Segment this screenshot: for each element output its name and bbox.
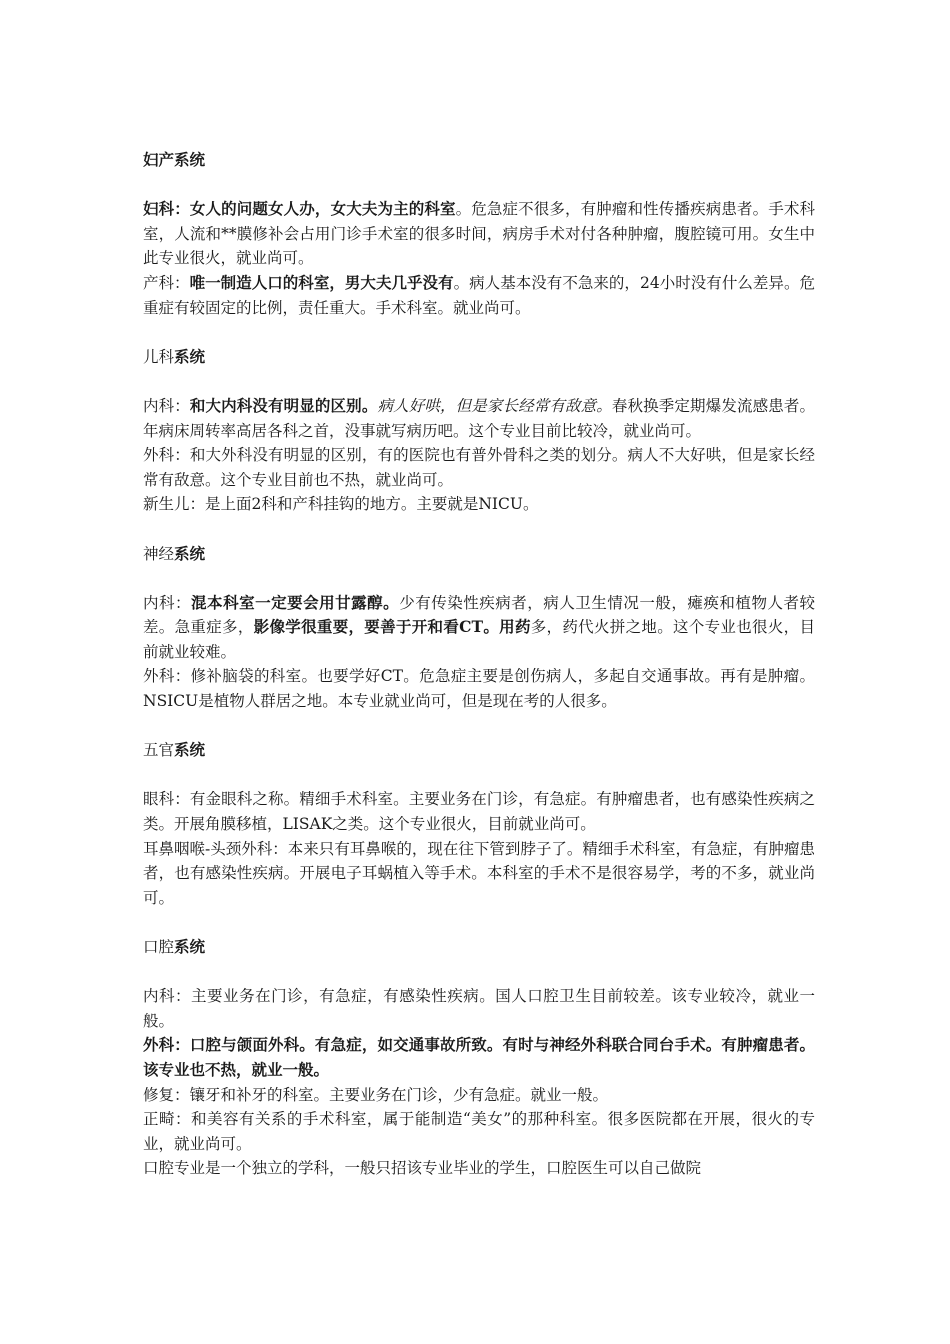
section-heading-wuguan: 五官系统 [143, 740, 206, 760]
paragraph-oral-internal: 内科：主要业务在门诊，有急症，有感染性疾病。国人口腔卫生目前较差。该专业较冷，就业一般。 [143, 987, 815, 1030]
paragraph-obstetrics: 产科：唯一制造人口的科室，男大夫几乎没有。病人基本没有不急来的，24小时没有什么差异。危重症有较固定的比例，责任重大。手术科室。就业尚可。 [143, 272, 815, 317]
paragraph-ent: 耳鼻咽喉-头颈外科：本来只有耳鼻喉的，现在往下管到脖子了。精细手术科室，有急症，有肿瘤患者，也有感染性疾病。开展电子耳蜗植入等手术。本科室的手术不是很容易学，考的不多，就业尚可。 [143, 839, 815, 907]
paragraph-oral-surgery: 外科：口腔与颌面外科。有急症，如交通事故所致。有时与神经外科联合同台手术。有肿瘤患者。该专业也不热，就业一般。 [143, 1035, 815, 1079]
paragraph-neonatal: 新生儿：是上面2科和产科挂钩的地方。主要就是NICU。 [143, 495, 539, 514]
section-heading-fuchan: 妇产系统 [143, 150, 206, 169]
paragraph-gynecology: 妇科：女人的问题女人办，女大夫为主的科室。危急症不很多，有肿瘤和性传播疾病患者。手术科室，人流和**膜修补会占用门诊手术室的很多时间，病房手术对付各种肿瘤，腹腔镜可用。女生中此专业很火，就业尚可。 [143, 199, 815, 268]
paragraph-prosthodontics: 修复：镶牙和补牙的科室。主要业务在门诊，少有急症。就业一般。 [143, 1085, 609, 1104]
paragraph-ophthalmology: 眼科：有金眼科之称。精细手术科室。主要业务在门诊，有急症。有肿瘤患者，也有感染性疾病之类。开展角膜移植，LISAK之类。这个专业很火，目前就业尚可。 [143, 790, 815, 834]
paragraph-neuro-internal: 内科：混本科室一定要会用甘露醇。少有传染性疾病者，病人卫生情况一般，瘫痪和植物人者较差。急重症多，影像学很重要，要善于开和看CT。用药多，药代火拼之地。这个专业也很火，目前就业较难。 [143, 592, 815, 661]
paragraph-orthodontics: 正畸：和美容有关系的手术科室，属于能制造“美女”的那种科室。很多医院都在开展，很火的专业，就业尚可。 [143, 1110, 815, 1153]
paragraph-pediatric-surgery: 外科：和大外科没有明显的区别，有的医院也有普外骨科之类的划分。病人不大好哄，但是家长经常有敌意。这个专业目前也不热，就业尚可。 [143, 446, 815, 489]
document-body [143, 148, 815, 1181]
paragraph-oral-note: 口腔专业是一个独立的学科，一般只招该专业毕业的学生，口腔医生可以自己做院 [143, 1159, 702, 1178]
paragraph-neuro-surgery: 外科：修补脑袋的科室。也要学好CT。危急症主要是创伤病人，多起自交通事故。再有是肿瘤。NSICU是植物人群居之地。本专业就业尚可，但是现在考的人很多。 [143, 667, 815, 711]
section-heading-kouqiang: 口腔系统 [143, 937, 206, 956]
section-heading-shenjing: 神经系统 [143, 543, 206, 563]
section-heading-erke: 儿科系统 [143, 346, 206, 366]
paragraph-pediatric-internal: 内科：和大内科没有明显的区别。病人好哄，但是家长经常有敌意。春秋换季定期爆发流感患者。年病床周转率高居各科之首，没事就写病历吧。这个专业目前比较冷，就业尚可。 [143, 395, 815, 440]
